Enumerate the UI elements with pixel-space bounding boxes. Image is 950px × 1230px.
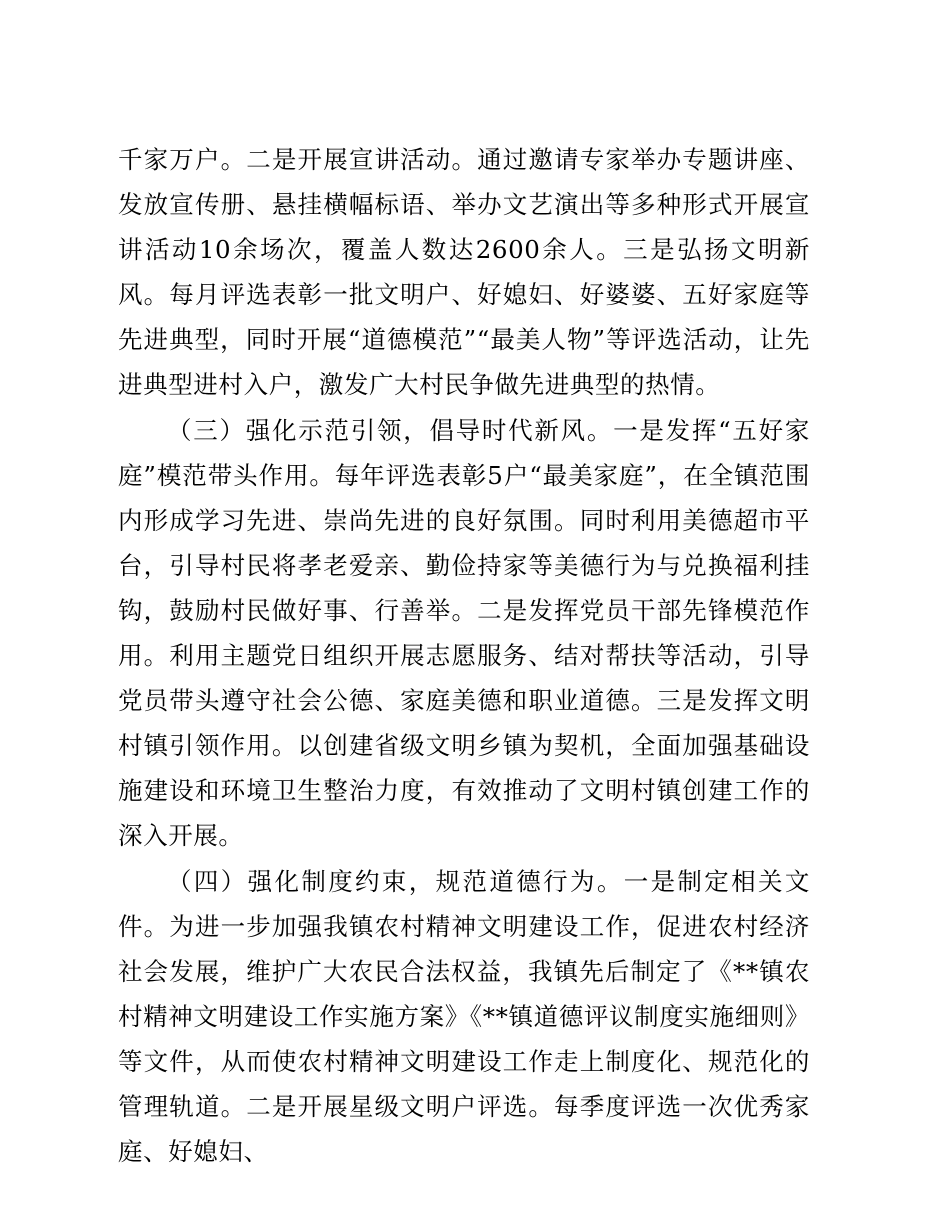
paragraph-continuation: 千家万户。二是开展宣讲活动。通过邀请专家举办专题讲座、发放宣传册、悬挂横幅标语、举办文艺演出等多种形式开展宣讲活动10余场次，覆盖人数达2600余人。三是弘扬文明新风。每月评选表彰一批文明户、好媳妇、好婆婆、五好家庭等先进典型，同时开展“道德模范”“最美人物”等评选活动，让先进典型进村入户，激发广大村民争做先进典型的热情。 bbox=[118, 145, 810, 400]
paragraph-section-four: （四）强化制度约束，规范道德行为。一是制定相关文件。为进一步加强我镇农村精神文明建设工作，促进农村经济社会发展，维护广大农民合法权益，我镇先后制定了《**镇农村精神文明建设工作实施方案》《**镇道德评议制度实施细则》等文件，从而使农村精神文明建设工作走上制度化、规范化的管理轨道。二是开展星级文明户评选。每季度评选一次优秀家庭、好媳妇、 bbox=[118, 866, 810, 1167]
paragraph-section-three: （三）强化示范引领，倡导时代新风。一是发挥“五好家庭”模范带头作用。每年评选表彰5户“最美家庭”，在全镇范围内形成学习先进、崇尚先进的良好氛围。同时利用美德超市平台，引导村民将孝老爱亲、勤俭持家等美德行为与兑换福利挂钩，鼓励村民做好事、行善举。二是发挥党员干部先锋模范作用。利用主题党日组织开展志愿服务、结对帮扶等活动，引导党员带头遵守社会公德、家庭美德和职业道德。三是发挥文明村镇引领作用。以创建省级文明乡镇为契机，全面加强基础设施建设和环境卫生整治力度，有效推动了文明村镇创建工作的深入开展。 bbox=[118, 415, 810, 851]
document-page bbox=[118, 137, 810, 1174]
